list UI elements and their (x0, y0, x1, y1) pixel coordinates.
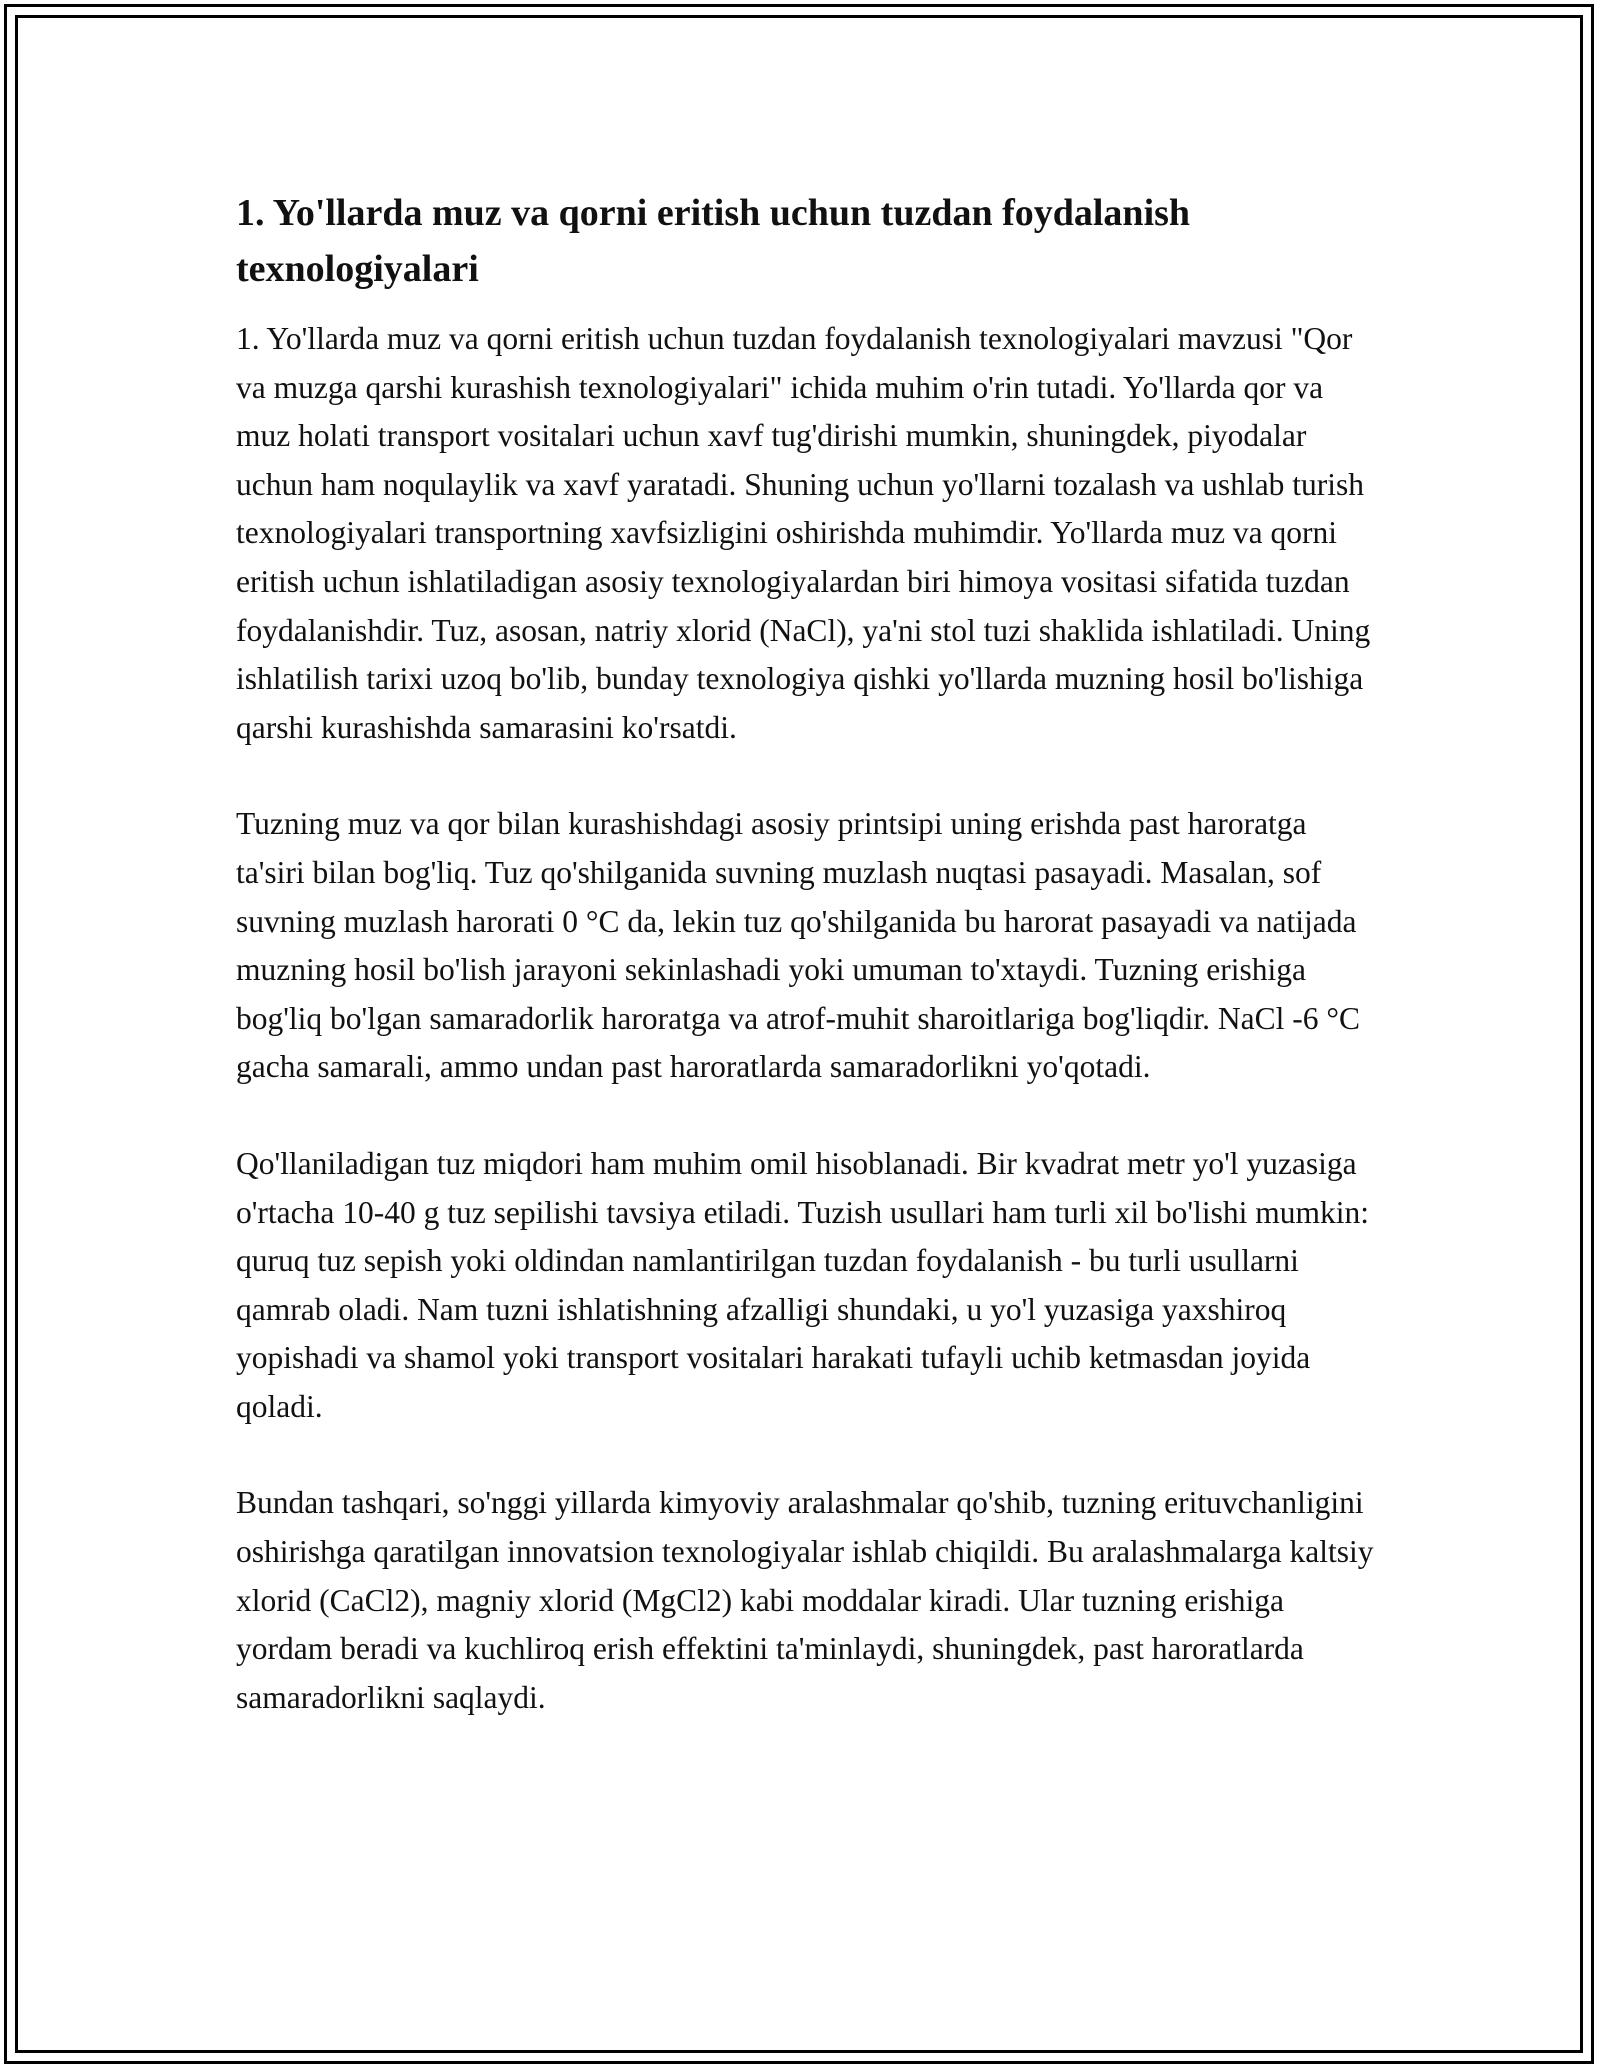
paragraph-intro: 1. Yo'llarda muz va qorni eritish uchun tuzdan foydalanish texnologiyalari mavzusi "Qor va muzga qarshi kurashish texnologiyalari" ichida muhim o'rin tutadi. Yo'llarda qor va muz holati transport vositalari uchun xavf tug'dirishi mumkin, shuningdek, piyodalar uchun ham noqulaylik va xavf yaratadi. Shuning uchun yo'llarni tozalash va ushlab turish texnologiyalari transportning xavfsizligini oshirishda muhimdir. Yo'llarda muz va qorni eritish uchun ishlatiladigan asosiy texnologiyalardan biri himoya vositasi sifatida tuzdan foydalanishdir. Tuz, asosan, natriy xlorid (NaCl), ya'ni stol tuzi shaklida ishlatiladi. Uning ishlatilish tarixi uzoq bo'lib, bunday texnologiya qishki yo'llarda muzning hosil bo'lishiga qarshi kurashishda samarasini ko'rsatdi. (236, 321, 1371, 745)
document-body (236, 185, 1376, 1770)
paragraph-quantity: Qo'llaniladigan tuz miqdori ham muhim omil hisoblanadi. Bir kvadrat metr yo'l yuzasiga o'rtacha 10-40 g tuz sepilishi tavsiya etiladi. Tuzish usullari ham turli xil bo'lishi mumkin: quruq tuz sepish yoki oldindan namlantirilgan tuzdan foydalanish - bu turli usullarni qamrab oladi. Nam tuzni ishlatishning afzalligi shundaki, u yo'l yuzasiga yaxshiroq yopishadi va shamol yoki transport vositalari harakati tufayli uchib ketmasdan joyida qoladi. (236, 1145, 1370, 1424)
paragraph-principle: Tuzning muz va qor bilan kurashishdagi asosiy printsipi uning erishda past haroratga ta'siri bilan bog'liq. Tuz qo'shilganida suvning muzlash nuqtasi pasayadi. Masalan, sof suvning muzlash harorati 0 °C da, lekin tuz qo'shilganida bu harorat pasayadi va natijada muzning hosil bo'lish jarayoni sekinlashadi yoki umuman to'xtaydi. Tuzning erishiga bog'liq bo'lgan samaradorlik haroratga va atrof-muhit sharoitlariga bog'liqdir. NaCl -6 °C gacha samarali, ammo undan past haroratlarda samaradorlikni yo'qotadi. (236, 806, 1360, 1085)
paragraph-innovations: Bundan tashqari, so'nggi yillarda kimyoviy aralashmalar qo'shib, tuzning erituvchanligini oshirishga qaratilgan innovatsion texnologiyalar ishlab chiqildi. Bu aralashmalarga kaltsiy xlorid (CaCl2), magniy xlorid (MgCl2) kabi moddalar kiradi. Ular tuzning erishiga yordam beradi va kuchliroq erish effektini ta'minlaydi, shuningdek, past haroratlarda samaradorlikni saqlaydi. (236, 1485, 1374, 1715)
document-title: 1. Yo'llarda muz va qorni eritish uchun tuzdan foydalanish texnologiyalari (236, 192, 1191, 290)
